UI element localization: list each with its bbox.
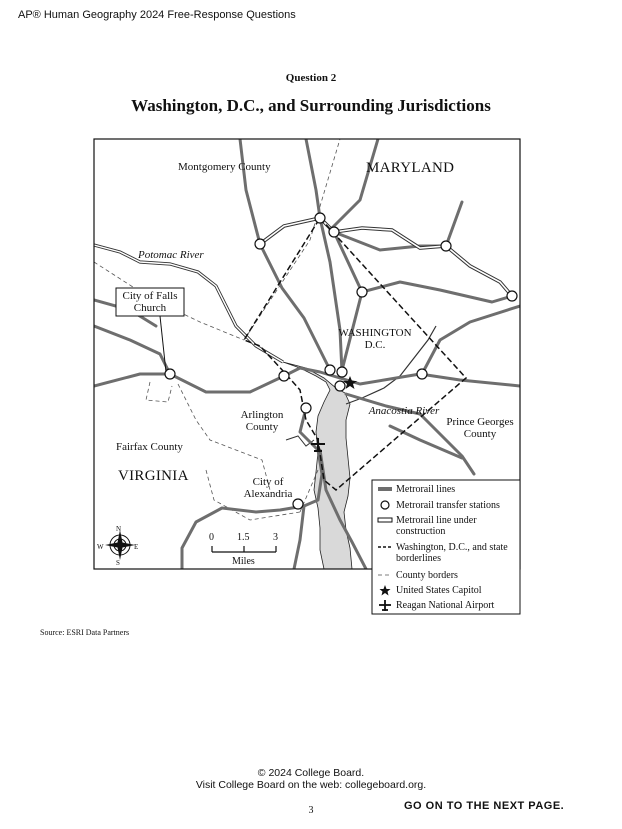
footer-visit: Visit College Board on the web: collegeboard.org. bbox=[195, 779, 427, 791]
compass-n: N bbox=[116, 525, 122, 533]
label-montgomery: Montgomery County bbox=[178, 161, 271, 173]
label-prince-georges: Prince Georges County bbox=[446, 416, 514, 440]
transfer-station bbox=[337, 367, 347, 377]
label-fairfax: Fairfax County bbox=[116, 441, 183, 453]
legend-construction: Metrorail line under construction bbox=[396, 515, 477, 537]
scale-tick-1: 1.5 bbox=[237, 532, 250, 543]
map-title: Washington, D.C., and Surrounding Jurisdictions bbox=[131, 96, 491, 115]
label-maryland: MARYLAND bbox=[366, 160, 455, 176]
transfer-station bbox=[325, 365, 335, 375]
go-on-notice: GO ON TO THE NEXT PAGE. bbox=[404, 800, 565, 812]
transfer-station bbox=[293, 499, 303, 509]
legend-airport: Reagan National Airport bbox=[396, 600, 495, 611]
legend-transfer: Metrorail transfer stations bbox=[396, 500, 500, 511]
transfer-station bbox=[315, 213, 325, 223]
scale-unit: Miles bbox=[232, 556, 255, 567]
label-anacostia: Anacostia River bbox=[368, 405, 440, 417]
footer-copyright: © 2024 College Board. bbox=[257, 767, 365, 779]
transfer-station bbox=[329, 227, 339, 237]
question-number: Question 2 bbox=[285, 72, 337, 84]
transfer-station bbox=[255, 239, 265, 249]
label-virginia: VIRGINIA bbox=[118, 468, 189, 484]
label-washington: WASHINGTON D.C. bbox=[338, 327, 412, 351]
potomac-river bbox=[283, 362, 352, 569]
transfer-station bbox=[357, 287, 367, 297]
scale-bar bbox=[212, 546, 276, 552]
legend-capitol: United States Capitol bbox=[396, 585, 482, 596]
label-potomac: Potomac River bbox=[138, 249, 204, 261]
label-arlington: Arlington County bbox=[240, 409, 284, 433]
transfer-station bbox=[279, 371, 289, 381]
label-alexandria: City of Alexandria bbox=[243, 476, 293, 500]
page-header: AP® Human Geography 2024 Free-Response Questions bbox=[18, 9, 296, 21]
scale-tick-2: 3 bbox=[273, 532, 278, 543]
scale-tick-0: 0 bbox=[209, 532, 214, 543]
transfer-station bbox=[301, 403, 311, 413]
compass-e: E bbox=[134, 543, 139, 551]
compass-s: S bbox=[116, 559, 120, 567]
transfer-station bbox=[507, 291, 517, 301]
transfer-station bbox=[165, 369, 175, 379]
legend-metrorail: Metrorail lines bbox=[396, 484, 456, 495]
page-number: 3 bbox=[308, 805, 314, 816]
legend-county: County borders bbox=[396, 570, 458, 581]
compass-w: W bbox=[97, 543, 104, 551]
transfer-station bbox=[441, 241, 451, 251]
source-note: Source: ESRI Data Partners bbox=[40, 628, 130, 637]
legend-borders: Washington, D.C., and state borderlines bbox=[396, 542, 508, 564]
transfer-station bbox=[417, 369, 427, 379]
label-falls-church: City of Falls Church bbox=[122, 290, 178, 314]
transfer-station bbox=[335, 381, 345, 391]
